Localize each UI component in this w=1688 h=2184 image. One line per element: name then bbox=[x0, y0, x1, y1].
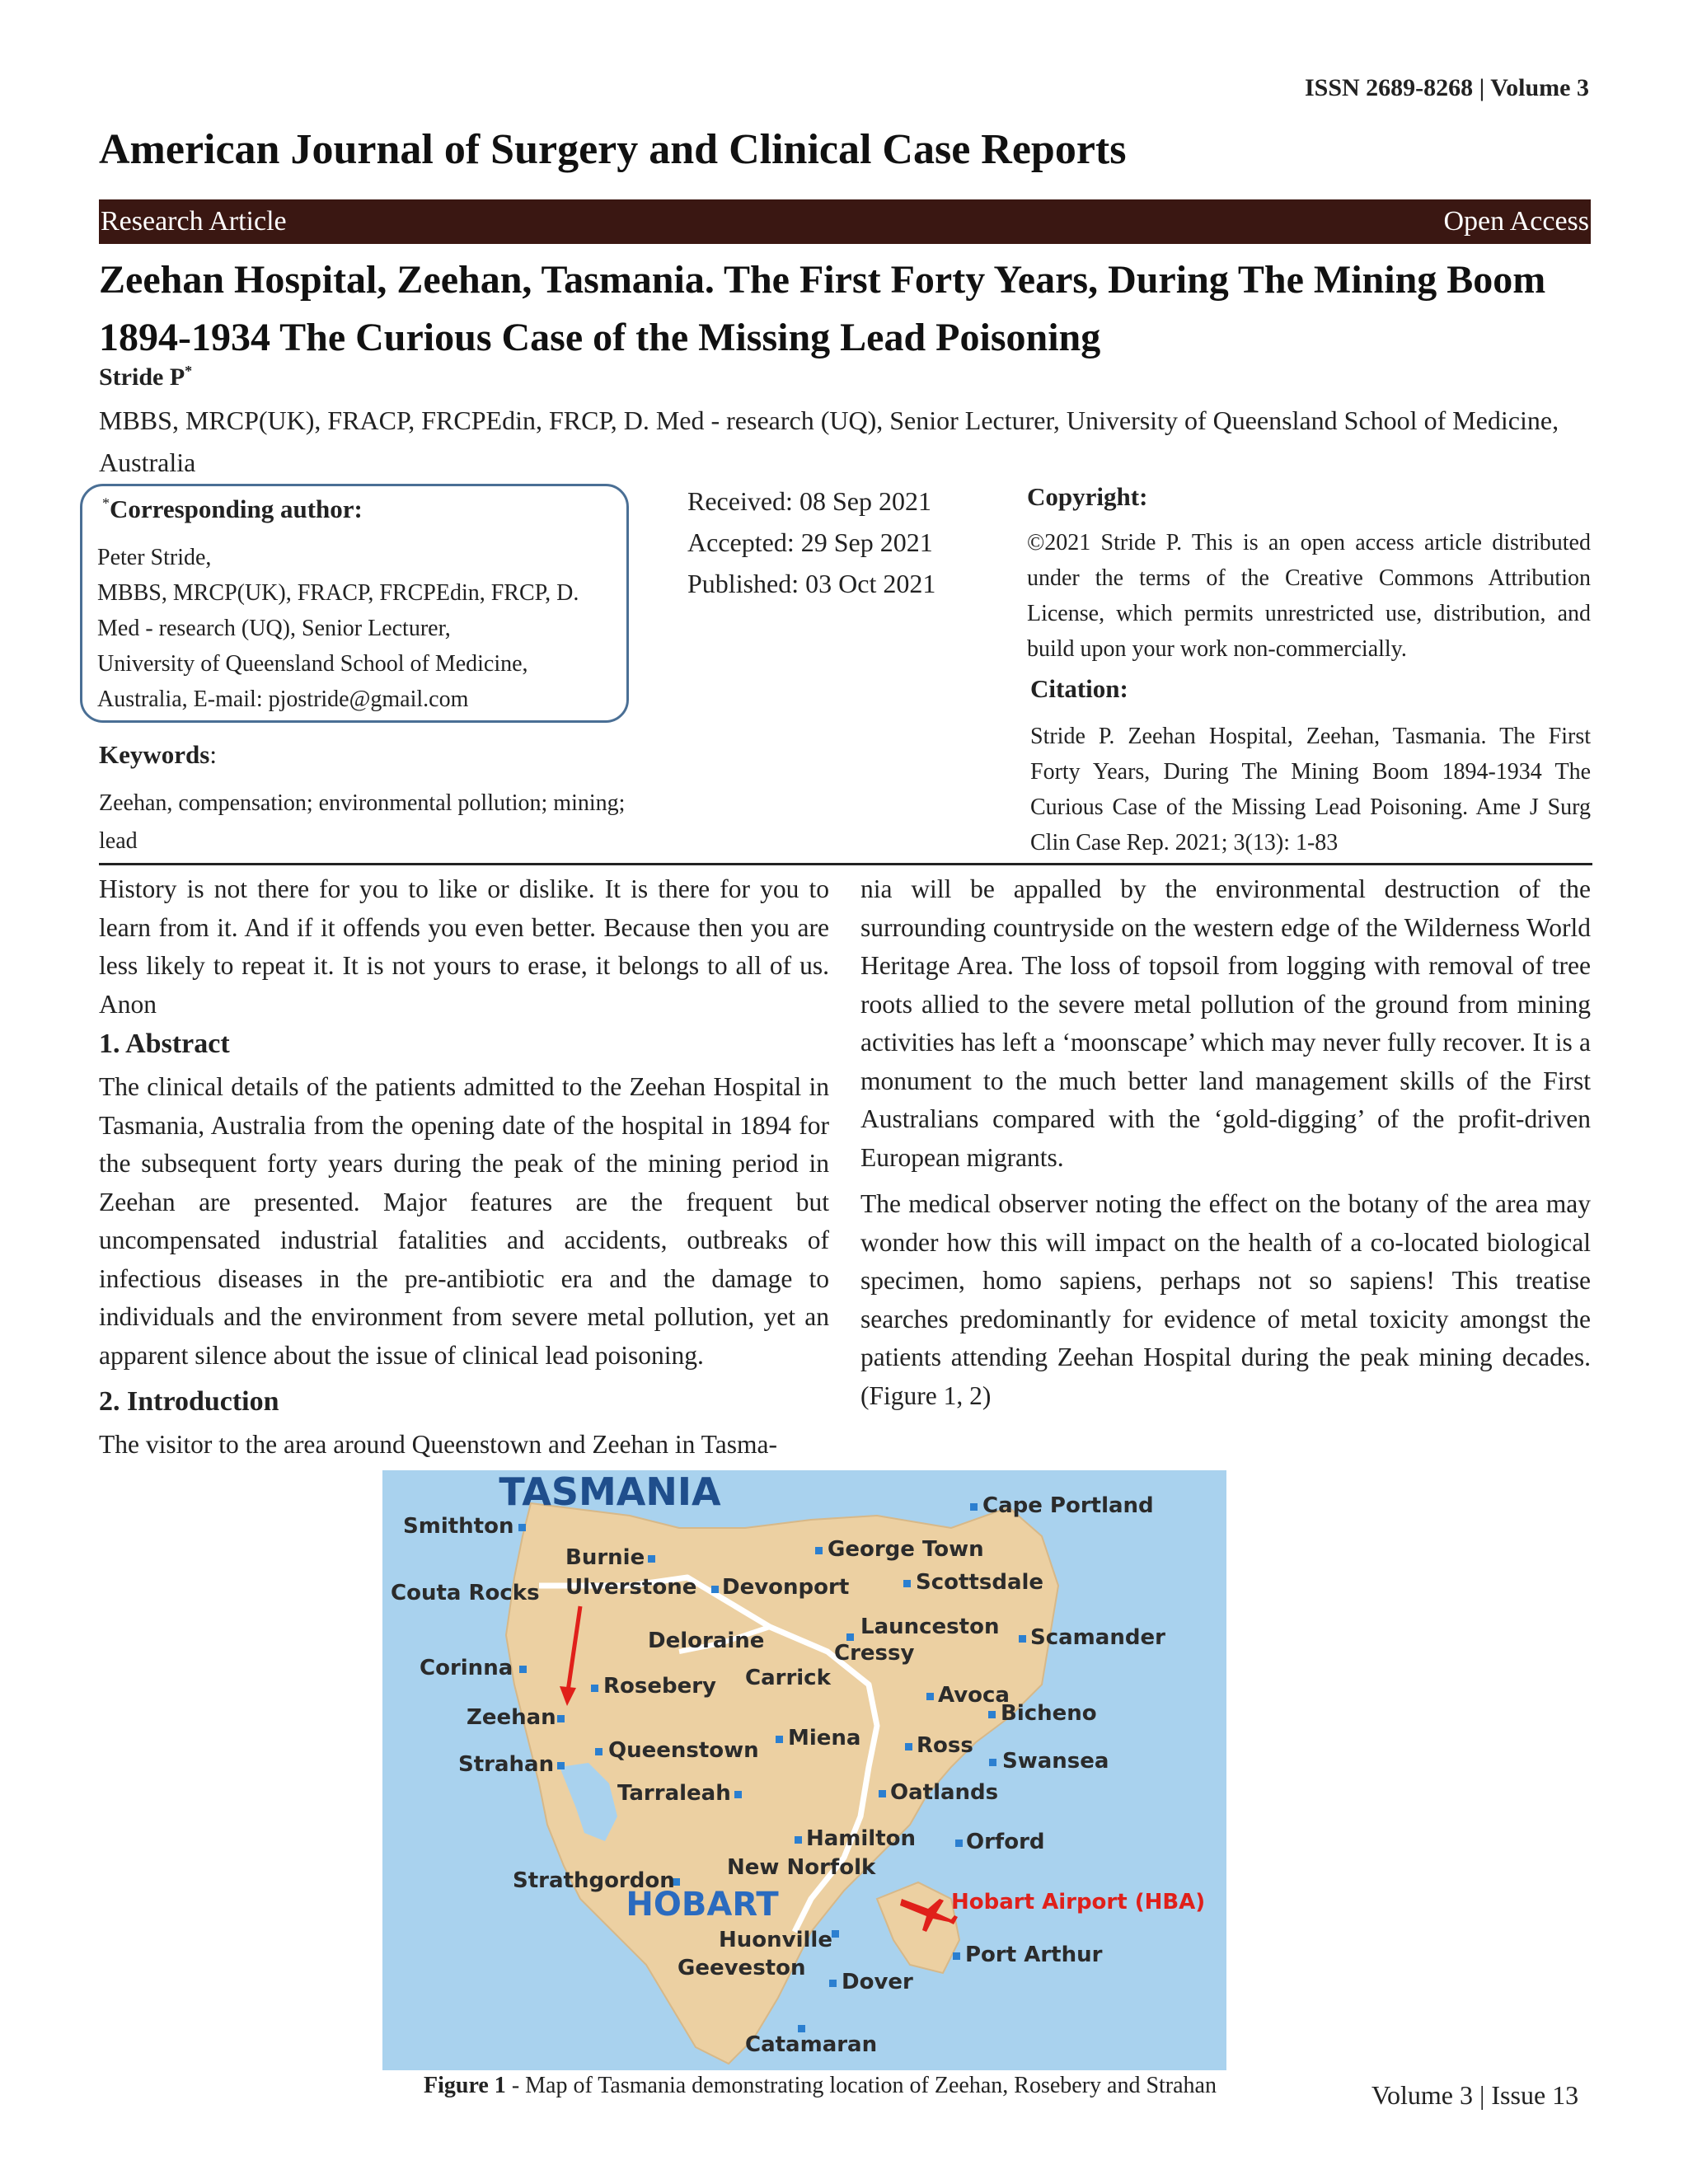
town-label-rosebery: Rosebery bbox=[603, 1674, 717, 1699]
corr-line: MBBS, MRCP(UK), FRACP, FRCPEdin, FRCP, D. bbox=[97, 580, 579, 606]
town-label-devonport: Devonport bbox=[722, 1575, 850, 1600]
tasmania-map bbox=[382, 1470, 1226, 2070]
town-marker-queenstown bbox=[595, 1748, 603, 1755]
town-label-huonville: Huonville bbox=[719, 1928, 832, 1952]
issn-volume-line bbox=[1305, 74, 1589, 102]
town-label-tarraleah: Tarraleah bbox=[617, 1781, 731, 1806]
corr-line: Peter Stride, bbox=[97, 545, 212, 570]
author-affiliation: MBBS, MRCP(UK), FRACP, FRCPEdin, FRCP, D. Med - research (UQ), Senior Lecturer, University of Queensland School of Medicine, Australia bbox=[99, 405, 1559, 477]
article-title: Zeehan Hospital, Zeehan, Tasmania. The First Forty Years, During The Mining Boom 1894-1934 The Curious Case of the Missing Lead Poisoning bbox=[99, 258, 1546, 359]
keywords-text: Zeehan, compensation; environmental pollution; mining; lead bbox=[99, 790, 626, 854]
map-capital: HOBART bbox=[626, 1886, 779, 1924]
corresponding-author-details bbox=[97, 540, 625, 717]
airport-label: Hobart Airport (HBA) bbox=[951, 1890, 1206, 1915]
town-marker-avoca bbox=[926, 1693, 934, 1700]
town-label-smithton: Smithton bbox=[403, 1514, 514, 1539]
town-label-strathgordon: Strathgordon bbox=[513, 1868, 675, 1893]
corresponding-title-text: Corresponding author: bbox=[110, 494, 363, 523]
town-label-deloraine: Deloraine bbox=[648, 1629, 765, 1653]
town-marker-ross bbox=[905, 1743, 912, 1750]
town-label-bicheno: Bicheno bbox=[1001, 1701, 1097, 1726]
town-marker-george-town bbox=[815, 1547, 823, 1554]
journal-title: American Journal of Surgery and Clinical Case Reports bbox=[99, 126, 1127, 173]
epigraph: History is not there for you to like or dislike. It is there for you to learn from it. And if it offends you even better. Because then you are less likely to repeat it. It is not yours to erase, it belongs to all of us. Anon bbox=[99, 874, 829, 1019]
town-marker-dover bbox=[829, 1980, 837, 1987]
town-label-dover: Dover bbox=[842, 1970, 913, 1994]
keywords-colon: : bbox=[209, 740, 217, 769]
abstract-text: The clinical details of the patients admitted to the Zeehan Hospital in Tasmania, Australia from the opening date of the hospital in 1894 for the subsequent forty years during the peak of the mining period in Zeehan are presented. Major features are the frequent but uncompensated industrial fatalities and accidents, outbreaks of infectious diseases in the pre-antibiotic era and the damage to individuals and the environment from severe metal pollution, yet an apparent silence about the issue of clinical lead poisoning. bbox=[99, 1072, 829, 1370]
town-label-oatlands: Oatlands bbox=[890, 1780, 999, 1805]
map-title: TASMANIA bbox=[499, 1470, 721, 1514]
volume-text: Volume 3 bbox=[1490, 74, 1589, 101]
town-marker-miena bbox=[776, 1736, 783, 1743]
town-marker-catamaran bbox=[798, 2025, 805, 2032]
town-marker-strahan bbox=[557, 1762, 565, 1769]
corresponding-mark: * bbox=[102, 494, 110, 512]
town-label-geeveston: Geeveston bbox=[678, 1956, 806, 1980]
corr-line-email: Australia, E-mail: pjostride@gmail.com bbox=[97, 687, 469, 712]
section-divider bbox=[99, 863, 1592, 865]
accepted-date: Accepted: 29 Sep 2021 bbox=[687, 527, 933, 557]
copyright-title: Copyright: bbox=[1027, 482, 1148, 511]
introduction-heading: 2. Introduction bbox=[99, 1386, 279, 1417]
article-type-label: Research Article bbox=[101, 206, 287, 237]
town-marker-devonport bbox=[711, 1586, 719, 1593]
copyright-text: ©2021 Stride P. This is an open access article distributed under the terms of the Creative Commons Attribution License, which permits unrestricted use, distribution, and build upon your work non-commercially. bbox=[1027, 530, 1591, 662]
town-marker-tarraleah bbox=[734, 1791, 742, 1798]
keywords-title bbox=[99, 740, 217, 770]
author-name: Stride P bbox=[99, 363, 185, 391]
town-label-burnie: Burnie bbox=[565, 1545, 645, 1570]
town-label-scottsdale: Scottsdale bbox=[916, 1570, 1044, 1595]
citation-title: Citation: bbox=[1030, 674, 1128, 703]
town-label-port-arthur: Port Arthur bbox=[965, 1943, 1103, 1967]
town-label-orford: Orford bbox=[966, 1830, 1045, 1854]
figure-caption-text: - Map of Tasmania demonstrating location of Zeehan, Rosebery and Strahan bbox=[505, 2073, 1217, 2098]
town-label-ross: Ross bbox=[917, 1733, 973, 1758]
town-label-swansea: Swansea bbox=[1002, 1749, 1109, 1774]
town-label-couta-rocks: Couta Rocks bbox=[391, 1581, 540, 1605]
town-label-avoca: Avoca bbox=[938, 1683, 1010, 1708]
town-label-launceston: Launceston bbox=[860, 1615, 1000, 1639]
town-label-corinna: Corinna bbox=[420, 1656, 513, 1680]
issn-text: ISSN 2689-8268 bbox=[1304, 74, 1474, 101]
corr-line: University of Queensland School of Medicine, bbox=[97, 651, 528, 677]
citation-text: Stride P. Zeehan Hospital, Zeehan, Tasmania. The First Forty Years, During The Mining Boom 1894-1934 The Curious Case of the Missing Lead Poisoning. Ame J Surg Clin Case Rep. 2021; 3(13): 1-83 bbox=[1030, 724, 1591, 855]
body-column-left bbox=[99, 870, 829, 1465]
town-label-scamander: Scamander bbox=[1030, 1625, 1165, 1650]
town-marker-launceston bbox=[846, 1633, 854, 1641]
introduction-paragraph-2: The medical observer noting the effect on the botany of the area may wonder how this will impact on the health of a co-located biological specimen, homo sapiens, perhaps not so sapiens! This treatise searches predominantly for evidence of metal toxicity amongst the patients attending Zeehan Hospital during the peak mining decades. (Figure 1, 2) bbox=[860, 1189, 1591, 1410]
figure-caption bbox=[424, 2073, 1217, 2099]
town-marker-cape-portland bbox=[970, 1503, 978, 1511]
open-access-label: Open Access bbox=[1443, 206, 1589, 237]
town-label-cape-portland: Cape Portland bbox=[982, 1493, 1154, 1518]
body-column-right bbox=[860, 870, 1591, 1423]
town-marker-corinna bbox=[519, 1666, 527, 1673]
town-label-queenstown: Queenstown bbox=[608, 1738, 759, 1763]
town-marker-bicheno bbox=[988, 1711, 996, 1718]
town-marker-scottsdale bbox=[903, 1580, 911, 1587]
town-label-miena: Miena bbox=[788, 1726, 861, 1750]
town-marker-swansea bbox=[989, 1759, 996, 1766]
town-label-george-town: George Town bbox=[828, 1537, 984, 1562]
author-line bbox=[99, 363, 192, 391]
town-marker-zeehan bbox=[557, 1715, 565, 1722]
town-marker-port-arthur bbox=[953, 1952, 960, 1960]
corr-line: Med - research (UQ), Senior Lecturer, bbox=[97, 616, 451, 641]
introduction-start: The visitor to the area around Queenstown and Zeehan in Tasma- bbox=[99, 1430, 777, 1459]
abstract-heading: 1. Abstract bbox=[99, 1029, 230, 1059]
town-marker-burnie bbox=[648, 1555, 655, 1563]
separator: | bbox=[1479, 74, 1491, 101]
published-date: Published: 03 Oct 2021 bbox=[687, 569, 936, 598]
town-label-carrick: Carrick bbox=[745, 1666, 831, 1690]
town-marker-scamander bbox=[1019, 1635, 1026, 1643]
town-marker-huonville bbox=[832, 1930, 839, 1938]
town-label-ulverstone: Ulverstone bbox=[565, 1575, 697, 1600]
town-label-zeehan: Zeehan bbox=[467, 1705, 556, 1730]
introduction-paragraph-1: nia will be appalled by the environmental destruction of the surrounding countryside on the western edge of the Wilderness World Heritage Area. The loss of topsoil from logging with removal of tree roots allied to the severe metal pollution of the ground from mining activities has left a ‘moonscape’ which may never fully recover. It is a monument to the much better land management skills of the First Australians compared with the ‘gold-digging’ of the profit-driven European migrants. bbox=[860, 874, 1591, 1172]
keywords-label: Keywords bbox=[99, 740, 210, 769]
town-label-cressy: Cressy bbox=[834, 1641, 915, 1666]
town-label-catamaran: Catamaran bbox=[745, 2032, 878, 2057]
town-marker-oatlands bbox=[879, 1790, 886, 1797]
corresponding-author-title bbox=[102, 494, 363, 524]
town-label-new-norfolk: New Norfolk bbox=[727, 1855, 876, 1880]
town-marker-orford bbox=[955, 1840, 963, 1847]
town-marker-rosebery bbox=[591, 1685, 598, 1692]
town-label-strahan: Strahan bbox=[458, 1752, 555, 1777]
page-footer: Volume 3 | Issue 13 bbox=[1372, 2080, 1579, 2110]
town-marker-hamilton bbox=[795, 1836, 802, 1844]
author-mark: * bbox=[185, 363, 193, 379]
town-label-hamilton: Hamilton bbox=[806, 1826, 917, 1851]
figure-1-map bbox=[382, 1470, 1226, 2070]
town-marker-smithton bbox=[518, 1524, 526, 1531]
article-type-banner bbox=[99, 199, 1591, 244]
received-date: Received: 08 Sep 2021 bbox=[687, 486, 931, 516]
article-dates bbox=[687, 480, 935, 604]
figure-label: Figure 1 bbox=[424, 2073, 506, 2098]
